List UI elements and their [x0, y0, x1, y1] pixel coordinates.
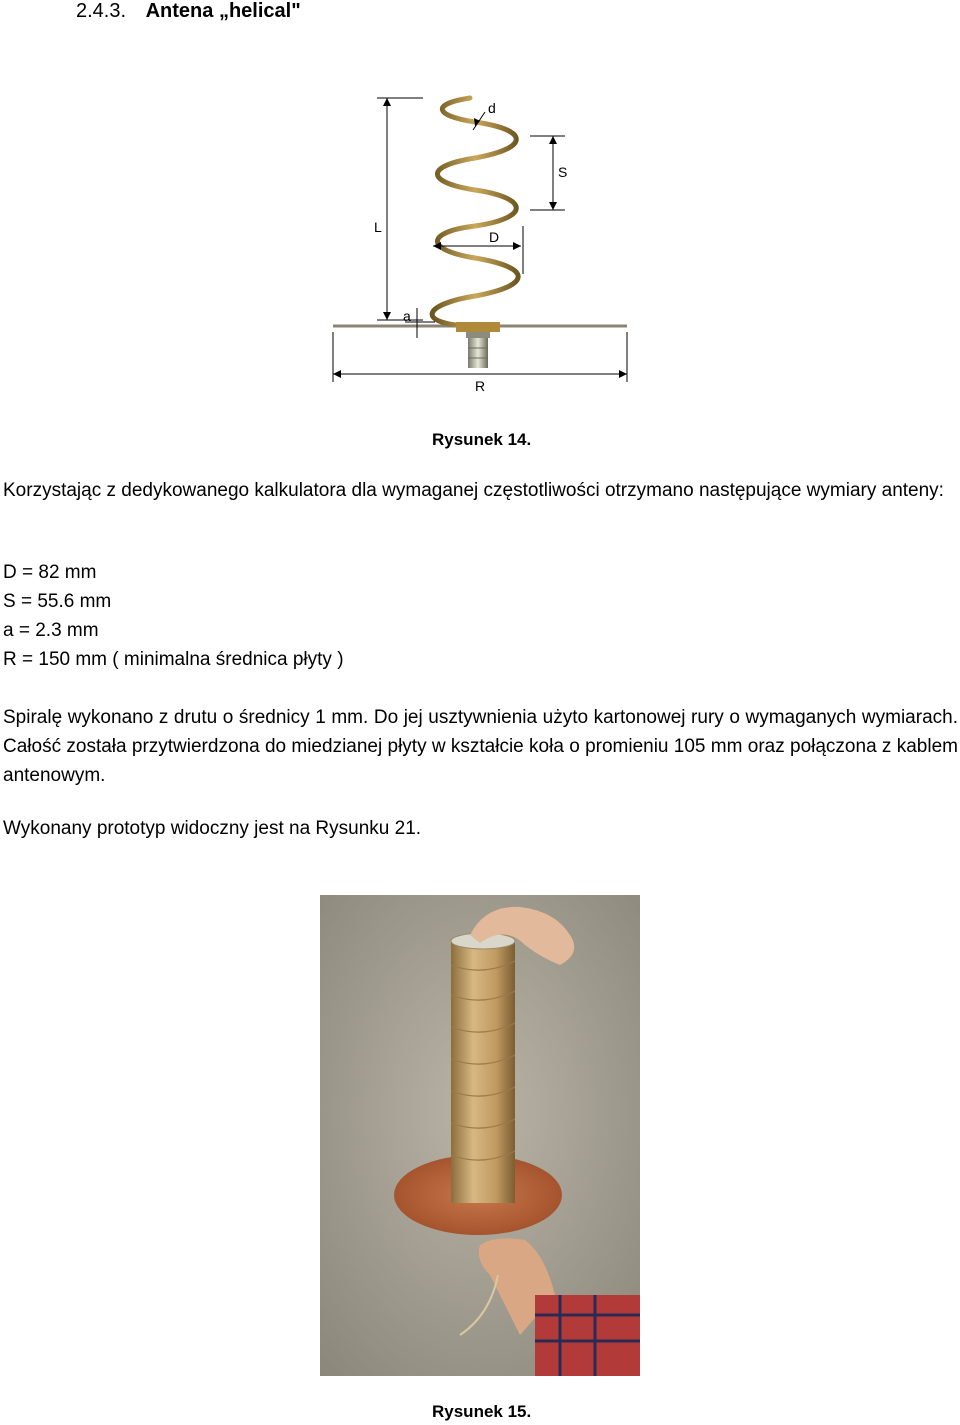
label-D: D: [489, 229, 500, 245]
prototype-note: Wykonany prototyp widoczny jest na Rysunku 21.: [3, 818, 422, 839]
figure2-caption: Rysunek 15.: [432, 1402, 532, 1421]
feed-plate: [456, 322, 500, 332]
section-heading: [76, 0, 301, 23]
intro-paragraph: Korzystając z dedykowanego kalkulatora dla wymaganej częstotliwości otrzymano następujące wymiary anteny:: [3, 480, 944, 501]
prototype-photo: [320, 895, 640, 1376]
connector-body: [468, 338, 488, 368]
connector-nut: [466, 332, 490, 338]
label-S: S: [558, 164, 568, 180]
figure1-caption: Rysunek 14.: [432, 430, 532, 449]
label-L: L: [374, 219, 382, 235]
sleeve: [535, 1295, 640, 1376]
helical-antenna-diagram: [325, 86, 635, 396]
section-title: Antena „helical": [145, 0, 301, 22]
label-a: a: [403, 308, 411, 324]
helix-wire: [432, 98, 518, 326]
dimension-R: R = 150 mm ( minimalna średnica płyty ): [3, 649, 344, 670]
description-paragraph: Spiralę wykonano z drutu o średnicy 1 mm. Do jej usztywnienia użyto kartonowej rury o wymaganych wymiarach. Całość została przytwierdzona do miedzianej płyty w kształcie koła o promieniu 105 mm oraz połączona z kablem antenowym.: [3, 707, 958, 786]
cardboard-tube: [451, 941, 515, 1203]
section-number: 2.4.3.: [76, 0, 127, 22]
dimension-D: D = 82 mm: [3, 562, 97, 583]
label-R: R: [475, 378, 486, 394]
dimension-a: a = 2.3 mm: [3, 620, 99, 641]
dimension-S: S = 55.6 mm: [3, 591, 112, 612]
label-d: d: [488, 100, 496, 116]
